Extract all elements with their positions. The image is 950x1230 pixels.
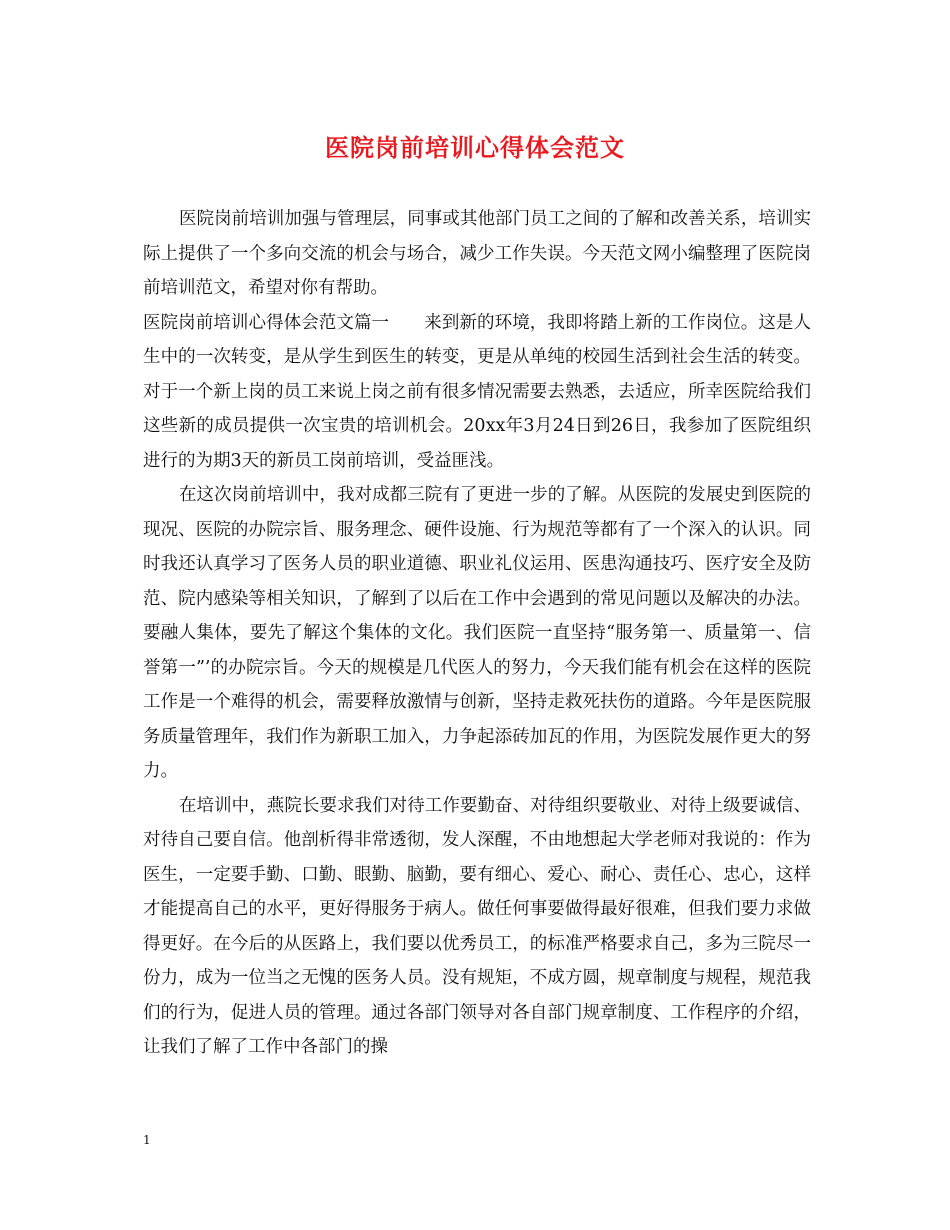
document-body [143, 202, 811, 1065]
paragraph-training-understanding: 在这次岗前培训中，我对成都三院有了更进一步的了解。从医院的发展史到医院的现况、医院的办院宗旨、服务理念、硬件设施、行为规范等都有了一个深入的认识。同时我还认真学习了医务人员的职业道德、职业礼仪运用、医患沟通技巧、医疗安全及防范、院内感染等相关知识，了解到了以后在工作中会遇到的常见问题以及解决的办法。要融人集体，要先了解这个集体的文化。我们医院一直坚持“服务第一、质量第一、信誉第一”’的办院宗旨。今天的规模是几代医人的努力，今天我们能有机会在这样的医院工作是一个难得的机会，需要释放激情与创新，坚持走救死扶伤的道路。今年是医院服务质量管理年，我们作为新职工加入，力争起添砖加瓦的作用，为医院发展作更大的努力。 [143, 485, 811, 781]
page-number: 1 [143, 1133, 151, 1147]
paragraph-intro: 医院岗前培训加强与管理层，同事或其他部门员工之间的了解和改善关系，培训实际上提供了一个多向交流的机会与场合，减少工作失误。今天范文网小编整理了医院岗前培训范文，希望对你有帮助。 [143, 209, 811, 298]
paragraph-section-one: 医院岗前培训心得体会范文篇一 来到新的环境，我即将踏上新的工作岗位。这是人生中的一次转变，是从学生到医生的转变，更是从单纯的校园生活到社会生活的转变。对于一个新上岗的员工来说上岗之前有很多情况需要去熟悉，去适应，所幸医院给我们这些新的成员提供一次宝贵的培训机会。20xx年3月24日到26日，我参加了医院组织进行的为期3天的新员工岗前培训，受益匪浅。 [143, 312, 811, 471]
document-title: 医院岗前培训心得体会范文 [325, 133, 625, 162]
paragraph-dean-requirements: 在培训中，燕院长要求我们对待工作要勤奋、对待组织要敬业、对待上级要诚信、对待自己要自信。他剖析得非常透彻，发人深醒，不由地想起大学老师对我说的：作为医生，一定要手勤、口勤、眼勤、脑勤，要有细心、爱心、耐心、责任心、忠心，这样才能提高自己的水平，更好得服务于病人。做任何事要做得最好很难，但我们要力求做得更好。在今后的从医路上，我们要以优秀员工，的标准严格要求自己，多为三院尽一份力，成为一位当之无愧的医务人员。没有规矩，不成方圆，规章制度与规程，规范我们的行为，促进人员的管理。通过各部门领导对各自部门规章制度、工作程序的介绍，让我们了解了工作中各部门的操 [143, 795, 811, 1057]
